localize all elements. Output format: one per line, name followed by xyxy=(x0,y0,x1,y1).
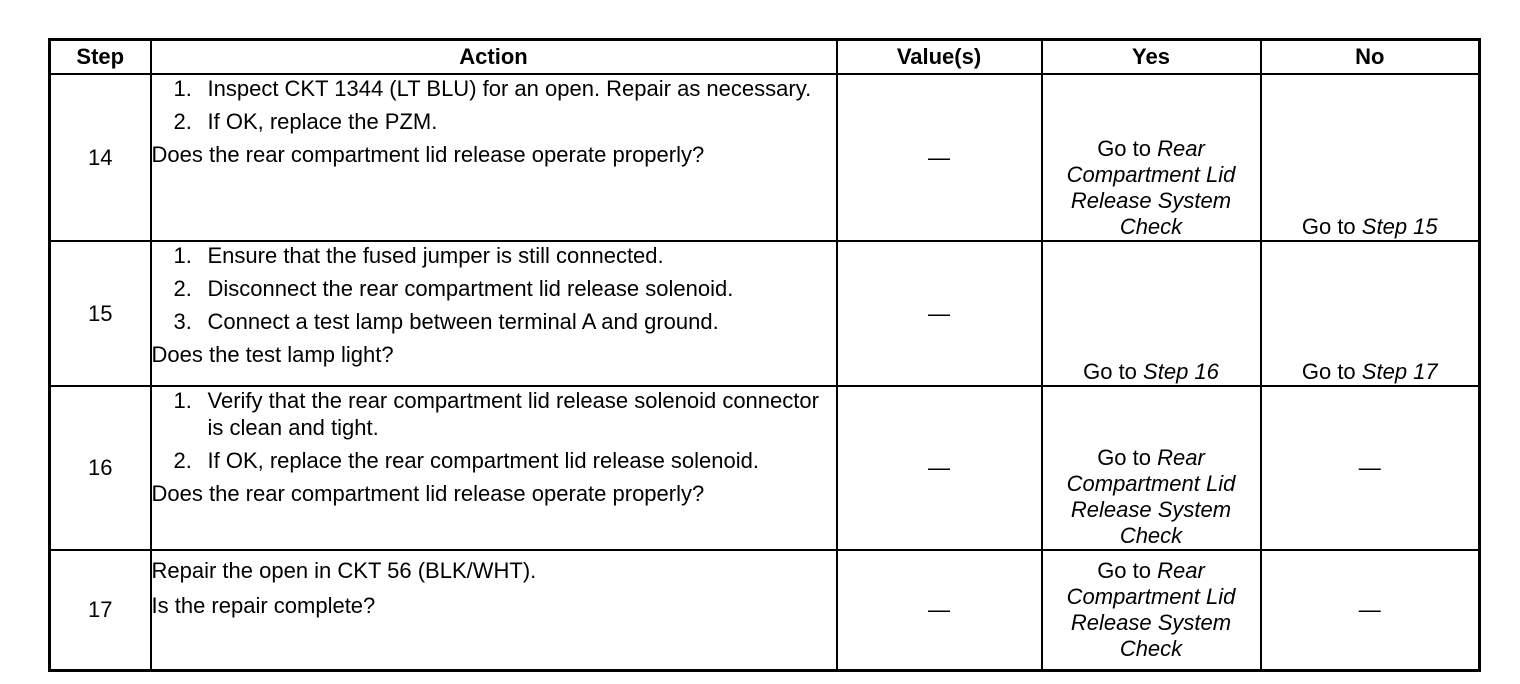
value-cell xyxy=(837,74,1042,241)
question-text: Does the rear compartment lid release operate properly? xyxy=(151,481,705,506)
no-cell xyxy=(1261,550,1480,671)
yes-link[interactable]: Step 16 xyxy=(1143,359,1219,384)
value-cell xyxy=(837,241,1042,386)
item-text: Inspect CKT 1344 (LT BLU) for an open. Repair as necessary. xyxy=(207,76,812,101)
value-cell xyxy=(837,550,1042,671)
header-step: Step xyxy=(50,40,151,75)
item-text: Connect a test lamp between terminal A and ground. xyxy=(207,309,719,334)
value-dash: — xyxy=(928,597,950,622)
header-no: No xyxy=(1261,40,1480,75)
value-dash: — xyxy=(928,144,950,170)
item-number: 3. xyxy=(173,309,192,334)
step-number: 16 xyxy=(50,386,151,550)
list-item xyxy=(152,75,836,102)
action-cell xyxy=(151,550,837,671)
yes-prefix: Go to xyxy=(1097,558,1151,583)
item-number: 1. xyxy=(173,76,192,101)
item-text: Disconnect the rear compartment lid release solenoid. xyxy=(207,276,734,301)
header-action: Action xyxy=(151,40,837,75)
value-cell xyxy=(837,386,1042,550)
item-number: 2. xyxy=(173,109,192,134)
header-row xyxy=(50,40,1480,75)
action-cell xyxy=(151,241,837,386)
instruction-text: Repair the open in CKT 56 (BLK/WHT). xyxy=(151,558,537,583)
yes-link[interactable]: Rear Compartment Lid Release System Check xyxy=(1066,136,1236,239)
list-item xyxy=(152,308,836,335)
yes-prefix: Go to xyxy=(1083,359,1137,384)
header-yes: Yes xyxy=(1042,40,1261,75)
table-row xyxy=(50,241,1480,386)
no-link[interactable]: Step 17 xyxy=(1361,359,1438,384)
action-cell xyxy=(151,386,837,550)
no-cell xyxy=(1261,241,1480,386)
value-dash: — xyxy=(928,300,950,326)
list-item xyxy=(152,108,836,135)
yes-prefix: Go to xyxy=(1097,445,1151,470)
no-dash: — xyxy=(1358,455,1381,480)
table-row xyxy=(50,386,1480,550)
list-item xyxy=(152,387,836,441)
header-value: Value(s) xyxy=(837,40,1042,75)
question-text: Does the test lamp light? xyxy=(151,342,394,367)
item-number: 1. xyxy=(173,243,192,268)
no-cell xyxy=(1261,74,1480,241)
yes-link[interactable]: Rear Compartment Lid Release System Check xyxy=(1066,558,1236,661)
yes-cell xyxy=(1042,386,1261,550)
no-prefix: Go to xyxy=(1301,359,1356,384)
item-number: 2. xyxy=(173,448,192,473)
diagnostic-table xyxy=(48,38,1481,672)
no-prefix: Go to xyxy=(1301,214,1356,239)
no-dash: — xyxy=(1358,597,1381,622)
action-list xyxy=(152,75,836,135)
yes-link[interactable]: Rear Compartment Lid Release System Check xyxy=(1066,445,1236,548)
item-number: 2. xyxy=(173,276,192,301)
table-row xyxy=(50,74,1480,241)
no-link[interactable]: Step 15 xyxy=(1361,214,1438,239)
no-cell xyxy=(1261,386,1480,550)
item-text: Ensure that the fused jumper is still connected. xyxy=(207,243,664,268)
step-number: 15 xyxy=(50,241,151,386)
yes-cell xyxy=(1042,550,1261,671)
question-text: Does the rear compartment lid release operate properly? xyxy=(151,142,705,167)
action-list xyxy=(152,387,836,474)
list-item xyxy=(152,275,836,302)
item-text: Verify that the rear compartment lid release solenoid connector is clean and tight. xyxy=(207,388,819,440)
step-number: 17 xyxy=(50,550,151,671)
value-dash: — xyxy=(928,455,950,480)
yes-cell xyxy=(1042,241,1261,386)
table-row xyxy=(50,550,1480,671)
list-item xyxy=(152,242,836,269)
step-number: 14 xyxy=(50,74,151,241)
item-text: If OK, replace the rear compartment lid release solenoid. xyxy=(207,448,759,473)
action-cell xyxy=(151,74,837,241)
item-number: 1. xyxy=(173,388,192,413)
list-item xyxy=(152,447,836,474)
yes-cell xyxy=(1042,74,1261,241)
action-list xyxy=(152,242,836,335)
item-text: If OK, replace the PZM. xyxy=(207,109,438,134)
question-text: Is the repair complete? xyxy=(151,593,376,618)
yes-prefix: Go to xyxy=(1097,136,1151,161)
